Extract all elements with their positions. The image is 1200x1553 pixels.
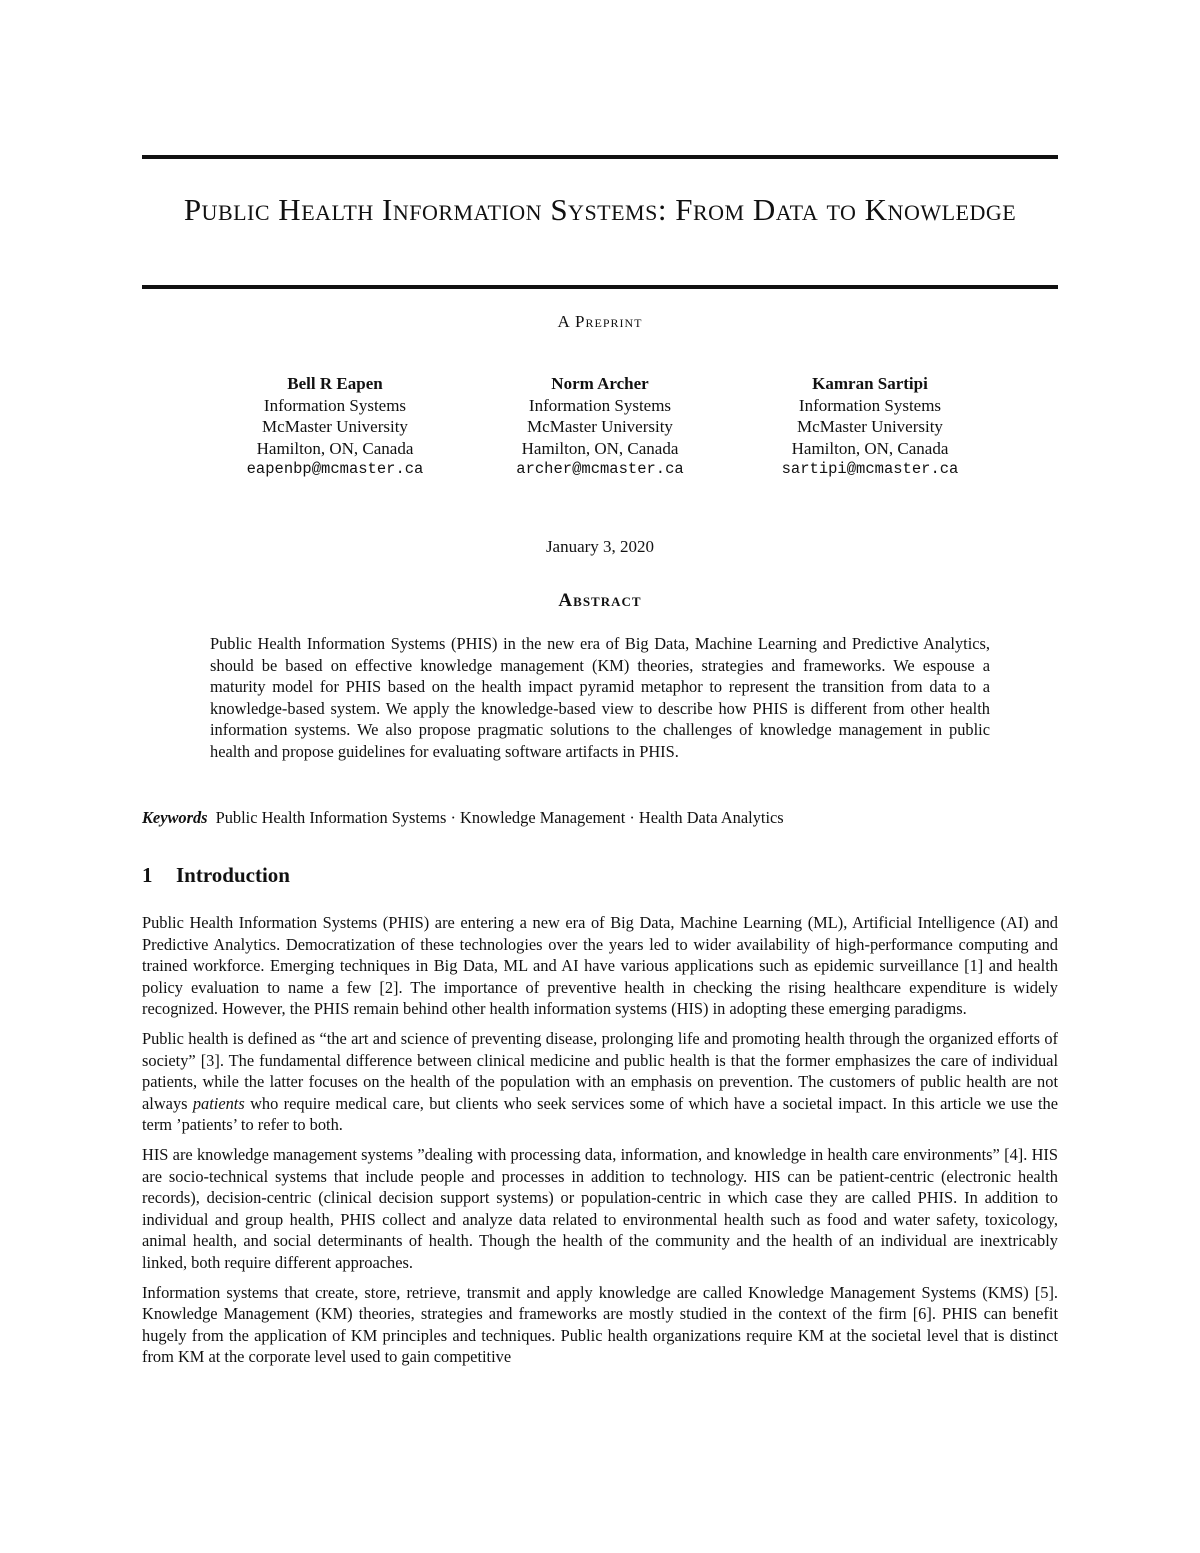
author-email[interactable]: sartipi@mcmaster.ca	[781, 460, 959, 478]
author-location: Hamilton, ON, Canada	[521, 438, 679, 458]
paragraph: HIS are knowledge management systems ”dealing with processing data, information, and knowledge in health care environments” [4]. HIS are socio-technical systems that include people and processes in addition to technology. HIS can be patient-centric (electronic health records), decision-centric (clinical decision support systems) or population-centric in which case they are called PHIS. In addition to individual and group health, PHIS collect and analyze data related to environmental health such as food and water safety, toxicology, animal health, and social determinants of health. Though the health of the community and the health of an individual are inextricably linked, both require different approaches.	[142, 1144, 1058, 1272]
author-email[interactable]: archer@mcmaster.ca	[516, 460, 684, 478]
preprint-label: A Preprint	[557, 312, 643, 331]
publication-date: January 3, 2020	[545, 537, 655, 556]
keywords-line	[142, 808, 1058, 828]
author-institution: McMaster University	[262, 417, 408, 436]
paragraph: Information systems that create, store, retrieve, transmit and apply knowledge are called Knowledge Management Systems (KMS) [5]. Knowledge Management (KM) theories, strategies and frameworks are mostly studied in the context of the firm [6]. PHIS can benefit hugely from the application of KM principles and techniques. Public health organizations require KM at the societal level that is distinct from KM at the corporate level used to gain competitive	[142, 1282, 1058, 1367]
paragraph: Public Health Information Systems (PHIS) are entering a new era of Big Data, Machine Learning (ML), Artificial Intelligence (AI) and Predictive Analytics. Democratization of these technologies over the years led to wider availability of high-performance computing and trained workforce. Emerging techniques in Big Data, ML and AI have various applications such as epidemic surveillance [1] and health policy evaluation to name a few [2]. The importance of preventive health in checking the rising healthcare expenditure is widely recognized. However, the PHIS remain behind other health information systems (HIS) in adopting these emerging paradigms.	[142, 913, 1058, 1019]
keywords-label: Keywords	[142, 808, 208, 827]
section-title: Introduction	[176, 863, 290, 887]
author-department: Information Systems	[798, 395, 942, 415]
keywords-text: Public Health Information Systems · Knowledge Management · Health Data Analytics	[215, 808, 784, 827]
author-2	[470, 373, 730, 481]
author-name: Bell R Eapen	[287, 374, 383, 393]
author-institution: McMaster University	[527, 417, 673, 436]
paragraph	[142, 1028, 1058, 1136]
author-institution: McMaster University	[797, 417, 943, 436]
section-heading	[142, 863, 290, 888]
abstract-text: Public Health Information Systems (PHIS) in the new era of Big Data, Machine Learning and Predictive Analytics, should be based on effective knowledge management (KM) theories, strategies and frameworks. We espouse a maturity model for PHIS based on the health impact pyramid metaphor to represent the transition from data to a knowledge-based system. We apply the knowledge-based view to describe how PHIS is different from other health information systems. We also propose pragmatic solutions to the challenges of knowledge management in public health and propose guidelines for evaluating software artifacts in PHIS.	[210, 634, 990, 761]
emphasis-text: patients	[192, 1093, 245, 1113]
author-1	[205, 373, 465, 481]
author-name: Kamran Sartipi	[812, 374, 928, 393]
author-3	[740, 373, 1000, 481]
author-name: Norm Archer	[551, 374, 649, 393]
author-email[interactable]: eapenbp@mcmaster.ca	[246, 460, 424, 478]
paper-title: Public Health Information Systems: From Data to Knowledge	[183, 192, 1017, 227]
paragraph-text: who require medical care, but clients who seek services some of which have a societal impact. In this article we use the term ’patients’ to refer to both.	[142, 1093, 1058, 1135]
title-bottom-rule	[142, 285, 1058, 289]
body-text	[142, 912, 1058, 1376]
paragraph-text: Public health is defined as “the art and science of preventing disease, prolonging life and promoting health through the organized efforts of society” [3]. The fundamental difference between clinical medicine and public health is that the former emphasizes the care of individual patients, while the latter focuses on the health of the population with an emphasis on prevention. The customers of public health are not always	[142, 1028, 1058, 1113]
author-location: Hamilton, ON, Canada	[791, 438, 949, 458]
section-number: 1	[142, 863, 153, 887]
top-rule	[142, 155, 1058, 159]
author-location: Hamilton, ON, Canada	[256, 438, 414, 458]
abstract-heading: Abstract	[558, 590, 642, 611]
author-department: Information Systems	[263, 395, 407, 415]
author-department: Information Systems	[528, 395, 672, 415]
